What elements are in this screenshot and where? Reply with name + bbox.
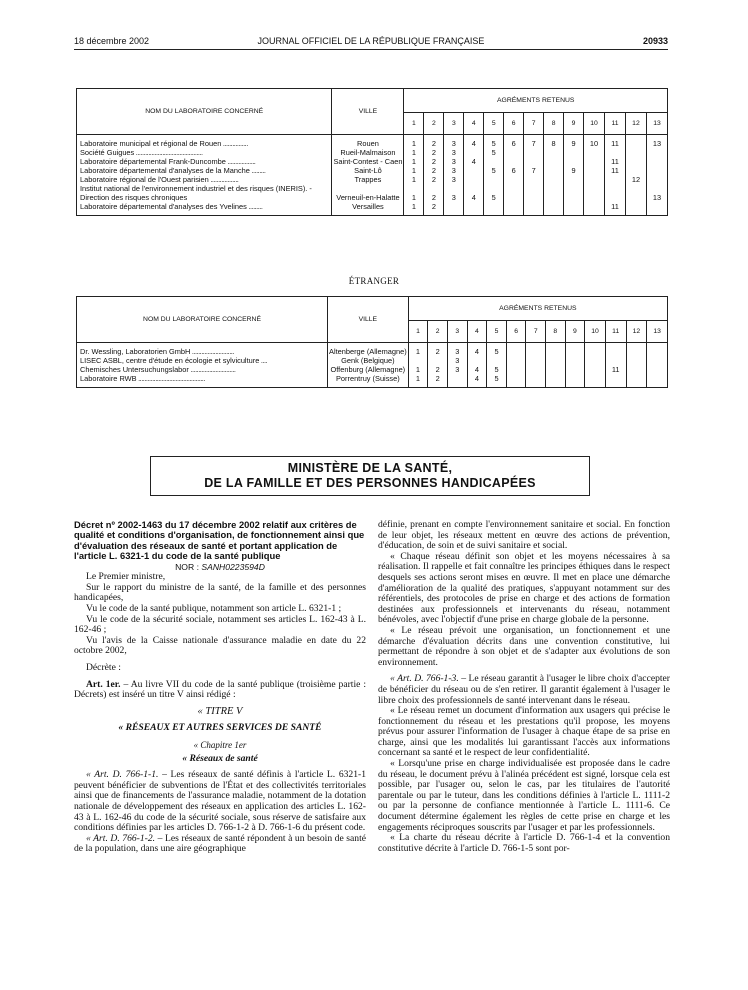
laboratory-name-text: Laboratoire départemental d'analyses des Yvelines xyxy=(80,202,247,211)
paragraph: définie, prenant en compte l'environnement sanitaire et social. En fonction de leur objet, les réseaux mettent en œuvre des actions de prévention, d'éducation, de soin et de suivi sanitaire et social. xyxy=(378,519,670,552)
agreement-cell xyxy=(408,356,428,365)
agreement-cell xyxy=(585,343,606,357)
foreign-laboratories-table xyxy=(76,296,668,388)
leader-dots: ......... xyxy=(246,202,263,211)
agreement-cell: 2 xyxy=(424,148,444,157)
table-row xyxy=(77,175,668,184)
laboratory-name xyxy=(77,184,332,202)
leader-dots: ........................................... xyxy=(136,374,205,383)
agreement-number-header: 1 xyxy=(408,321,428,343)
city: Altenberge (Allemagne) xyxy=(328,343,409,357)
city: Genk (Belgique) xyxy=(328,356,409,365)
agreement-cell: 6 xyxy=(504,166,524,175)
table-row xyxy=(77,343,668,357)
agreement-cell: 1 xyxy=(408,365,428,374)
city: Saint-Contest - Caen xyxy=(333,157,403,166)
agreement-cell xyxy=(428,356,448,365)
agreement-cell: 1 xyxy=(404,184,424,202)
leader-dots: .... xyxy=(259,356,268,365)
titre-subheading: « RÉSEAUX ET AUTRES SERVICES DE SANTÉ xyxy=(118,722,322,734)
col-city-header: VILLE xyxy=(332,89,404,135)
header-date: 18 décembre 2002 xyxy=(74,36,150,46)
agreement-cell: 7 xyxy=(524,135,544,149)
decree-title: Décret nº 2002-1463 du 17 décembre 2002 relatif aux critères de qualité et conditions d'organisation, de fonctionnement ainsi que d'évaluation des réseaux de santé et portant application de l'article L. 6321-1 du code de la santé publique xyxy=(74,519,365,562)
laboratory-name xyxy=(77,135,332,149)
agreement-number-header: 10 xyxy=(585,321,606,343)
agreement-cell xyxy=(584,175,605,184)
agreement-cell xyxy=(646,202,667,216)
leader-dots: ................ xyxy=(221,139,248,148)
agreement-cell xyxy=(646,157,667,166)
agreement-cell: 1 xyxy=(404,148,424,157)
agreement-cell xyxy=(504,184,524,202)
agreement-cell: 5 xyxy=(487,343,507,357)
laboratory-name xyxy=(77,343,328,357)
agreement-cell: 2 xyxy=(428,374,448,388)
agreement-cell xyxy=(626,356,647,365)
laboratory-name xyxy=(77,374,328,388)
leader-dots: ........................................... xyxy=(134,148,203,157)
agreement-cell: 1 xyxy=(404,175,424,184)
agreement-cell xyxy=(526,374,546,388)
agreement-cell xyxy=(524,157,544,166)
agreement-cell xyxy=(564,175,584,184)
laboratory-name-text: Laboratoire départemental Frank-Duncombe xyxy=(80,157,226,166)
agreement-cell: 2 xyxy=(424,175,444,184)
agreement-cell xyxy=(564,202,584,216)
agreement-cell xyxy=(444,202,464,216)
agreement-cell: 3 xyxy=(444,166,464,175)
agreement-cell: 2 xyxy=(424,202,444,216)
laboratory-name xyxy=(77,365,328,374)
laboratory-name xyxy=(77,166,332,175)
agreement-cell: 11 xyxy=(605,166,626,175)
agreement-cell xyxy=(524,202,544,216)
agreement-cell: 2 xyxy=(428,343,448,357)
agreement-cell: 2 xyxy=(424,157,444,166)
laboratory-name xyxy=(77,356,328,365)
agreement-cell: 11 xyxy=(605,202,626,216)
laboratory-name-text: Institut national de l'environnement industriel et des risques (INERIS). - Direction des risques chroniques xyxy=(80,184,312,202)
agreement-cell xyxy=(544,148,564,157)
paragraph: « Le réseau prévoit une organisation, un fonctionnement et une démarche d'évaluation décrits dans une convention constitutive, lui permettant de répondre à son objet et de s'adapter aux évolutions de son environnement. xyxy=(378,624,670,668)
agreement-cell xyxy=(565,365,585,374)
agreement-cell: 11 xyxy=(605,157,626,166)
agreement-number-header: 5 xyxy=(484,113,504,135)
agreement-cell xyxy=(585,374,606,388)
agreement-number-header: 2 xyxy=(428,321,448,343)
agreement-cell xyxy=(646,148,667,157)
agreement-number-header: 3 xyxy=(444,113,464,135)
article-text: – Le réseau garantit à l'usager le libre choix d'accepter de bénéficier du réseau ou de s'en retirer. Il garantit également à l'usager le libre choix des professionnels de santé intervenant dans le réseau. xyxy=(378,673,670,706)
decrete: Décrète : xyxy=(86,661,121,673)
agreement-cell xyxy=(544,157,564,166)
agreement-cell: 1 xyxy=(404,135,424,149)
agreement-cell xyxy=(544,202,564,216)
agreement-cell xyxy=(524,184,544,202)
agreement-cell xyxy=(506,343,526,357)
table-row xyxy=(77,135,668,149)
paragraph: Le Premier ministre, xyxy=(86,571,166,583)
agreement-cell: 1 xyxy=(404,202,424,216)
agreement-cell xyxy=(526,343,546,357)
agreement-cell xyxy=(565,356,585,365)
table-row xyxy=(77,374,668,388)
agreement-cell: 9 xyxy=(564,135,584,149)
france-laboratories-table xyxy=(76,88,668,216)
paragraph: « Chaque réseau définit son objet et les moyens nécessaires à sa réalisation. Il rappelle et fait connaître les principes éthiques dans le respect desquels ses actions seront mises en œuvre. Il met en place une démarche d'amélioration de la qualité des pratiques, s'appuyant notamment sur des référentiels, des protocoles de prise en charge et des actions de formation destinées aux professionnels et intervenants du réseau, notamment bénévoles, avec l'objectif d'une prise en charge globale de la personne. xyxy=(378,550,670,626)
agreement-cell xyxy=(544,166,564,175)
paragraph: « Lorsqu'une prise en charge individualisée est proposée dans le cadre du réseau, le document prévu à l'alinéa précédent est signé, lorsque cela est possible, par l'usager ou, selon le cas, par les titulaires de l'autorité parentale ou par le tuteur, dans les conditions définies à l'article L. 1111-2 ou par la personne de confiance mentionnée à l'article L. 1111-6. Ce document détermine également les règles de cette prise en charge et les engagements réciproques souscrits par l'usager et par les professionnels. xyxy=(378,758,670,833)
article-label: « Art. D. 766-1-3. xyxy=(390,673,459,685)
city: Offenburg (Allemagne) xyxy=(328,365,409,374)
agreement-cell xyxy=(464,148,484,157)
agreement-number-header: 6 xyxy=(504,113,524,135)
laboratory-name-text: LISEC ASBL, centre d'étude en écologie et sylviculture xyxy=(80,356,260,365)
agreement-number-header: 4 xyxy=(464,113,484,135)
article-d-766-1-3 xyxy=(378,674,670,706)
agreement-number-header: 11 xyxy=(605,321,626,343)
agreement-cell xyxy=(544,184,564,202)
agreement-number-header: 9 xyxy=(565,321,585,343)
leader-dots: .................. xyxy=(208,175,239,184)
agreement-cell xyxy=(565,343,585,357)
agreement-cell xyxy=(565,374,585,388)
agreement-cell xyxy=(584,148,605,157)
agreement-cell xyxy=(647,365,668,374)
agreement-cell: 3 xyxy=(447,365,467,374)
laboratory-name-text: Laboratoire régional de l'Ouest parisien xyxy=(80,175,209,184)
agreement-cell xyxy=(484,202,504,216)
laboratory-name-text: Société Guigues xyxy=(80,148,135,157)
laboratory-name xyxy=(77,202,332,216)
agreement-cell: 13 xyxy=(646,135,667,149)
page-number: 20933 xyxy=(642,36,668,46)
agreement-cell: 5 xyxy=(484,166,504,175)
col-name-header: NOM DU LABORATOIRE CONCERNÉ xyxy=(77,89,332,135)
agreement-cell xyxy=(584,184,605,202)
agreement-cell xyxy=(605,374,626,388)
table-row xyxy=(77,202,668,216)
city: Versailles xyxy=(332,202,404,216)
laboratory-name-text: Laboratoire RWB xyxy=(80,374,137,383)
agreement-cell xyxy=(625,148,646,157)
agreement-cell: 2 xyxy=(424,166,444,175)
agreement-cell xyxy=(447,374,467,388)
leader-dots: .................. xyxy=(225,157,256,166)
table-row xyxy=(77,157,668,166)
article-1 xyxy=(74,680,366,701)
agreement-cell xyxy=(625,135,646,149)
article-text: – Les réseaux de santé répondent à un besoin de santé de la population, dans une aire géographique xyxy=(74,832,367,855)
agreement-cell: 11 xyxy=(605,365,626,374)
paragraph: « La charte du réseau décrite à l'article D. 766-1-4 et la convention constitutive décrite à l'article D. 766-1-5 sont por- xyxy=(378,832,670,854)
ministry-banner xyxy=(150,456,590,496)
agreement-cell: 5 xyxy=(484,184,504,202)
col-name-header: NOM DU LABORATOIRE CONCERNÉ xyxy=(77,297,328,343)
nor-value: SANH0223594D xyxy=(201,561,265,572)
agreement-cell xyxy=(605,356,626,365)
agreement-number-header: 10 xyxy=(584,113,605,135)
agreement-cell xyxy=(585,365,606,374)
journal-title: JOURNAL OFFICIEL DE LA RÉPUBLIQUE FRANÇAISE xyxy=(257,36,485,46)
agreement-number-header: 13 xyxy=(646,113,667,135)
agreement-cell xyxy=(647,356,668,365)
agreement-cell: 3 xyxy=(444,148,464,157)
agreement-cell xyxy=(626,374,647,388)
laboratory-name-text: Dr. Wessling, Laboratorien GmbH xyxy=(80,347,191,356)
agreement-cell xyxy=(646,175,667,184)
agreement-number-header: 13 xyxy=(647,321,668,343)
agreement-cell: 3 xyxy=(447,343,467,357)
city: Trappes xyxy=(332,175,404,184)
article-1-label: Art. 1er. xyxy=(86,678,121,690)
agreement-number-header: 12 xyxy=(625,113,646,135)
agreement-cell xyxy=(564,148,584,157)
agreement-cell xyxy=(487,356,507,365)
agreement-cell: 5 xyxy=(487,365,507,374)
city: Rouen xyxy=(332,135,404,149)
table-row xyxy=(77,365,668,374)
agreement-cell xyxy=(524,148,544,157)
laboratory-name-text: Chemisches Untersuchungslabor xyxy=(80,365,189,374)
agreement-cell xyxy=(464,202,484,216)
agreement-cell xyxy=(647,343,668,357)
agreement-cell xyxy=(605,184,626,202)
agreement-cell xyxy=(506,356,526,365)
paragraph: « Le réseau remet un document d'information aux usagers qui précise le fonctionnement du réseau et les prestations qu'il propose, les moyens prévus pour assurer l'information de l'usager à chaque étape de sa prise en charge, ainsi que les modalités lui garantissant l'accès aux informations concernant sa santé et le respect de leur confidentialité. xyxy=(378,705,670,759)
leader-dots: ......... xyxy=(249,166,266,175)
chapitre-subheading: « Réseaux de santé xyxy=(182,752,258,764)
agreement-cell xyxy=(584,166,605,175)
agreement-cell: 5 xyxy=(487,374,507,388)
col-agreements-header: AGRÉMENTS RETENUS xyxy=(404,89,668,113)
agreement-cell: 1 xyxy=(404,157,424,166)
agreement-cell xyxy=(504,148,524,157)
agreement-cell: 11 xyxy=(605,135,626,149)
paragraph: Vu le code de la santé publique, notamment son article L. 6321-1 ; xyxy=(86,603,342,614)
article-label: « Art. D. 766-1-2. xyxy=(86,832,156,844)
agreement-cell: 13 xyxy=(646,184,667,202)
agreement-number-header: 7 xyxy=(526,321,546,343)
agreement-number-header: 2 xyxy=(424,113,444,135)
agreement-cell xyxy=(584,202,605,216)
laboratory-name-text: Laboratoire municipal et régional de Rouen xyxy=(80,139,222,148)
agreement-number-header: 1 xyxy=(404,113,424,135)
agreement-cell: 3 xyxy=(444,135,464,149)
col-city-header: VILLE xyxy=(328,297,409,343)
agreement-number-header: 9 xyxy=(564,113,584,135)
laboratory-name xyxy=(77,175,332,184)
agreement-cell: 7 xyxy=(524,166,544,175)
agreement-cell xyxy=(605,175,626,184)
city: Saint-Lô xyxy=(332,166,404,175)
agreement-cell: 4 xyxy=(467,374,487,388)
agreement-cell: 4 xyxy=(464,184,484,202)
agreement-cell xyxy=(546,343,566,357)
agreement-cell xyxy=(546,365,566,374)
agreement-cell xyxy=(626,365,647,374)
agreement-cell xyxy=(546,356,566,365)
agreement-cell: 4 xyxy=(464,135,484,149)
agreement-number-header: 7 xyxy=(524,113,544,135)
paragraph: Vu l'avis de la Caisse nationale d'assurance maladie en date du 22 octobre 2002, xyxy=(74,634,366,657)
agreement-cell: 4 xyxy=(464,157,484,166)
agreement-cell xyxy=(504,202,524,216)
agreement-number-header: 8 xyxy=(544,113,564,135)
table-row xyxy=(77,166,668,175)
agreement-cell xyxy=(625,157,646,166)
leader-dots: ........................... xyxy=(190,347,234,356)
agreement-cell: 12 xyxy=(625,175,646,184)
agreement-cell: 5 xyxy=(484,135,504,149)
agreement-number-header: 8 xyxy=(546,321,566,343)
agreement-cell xyxy=(526,356,546,365)
agreement-cell: 9 xyxy=(564,166,584,175)
agreement-cell xyxy=(646,166,667,175)
agreement-cell: 3 xyxy=(447,356,467,365)
agreement-cell xyxy=(464,166,484,175)
agreement-cell xyxy=(484,175,504,184)
agreement-cell: 2 xyxy=(424,184,444,202)
city: Rueil-Malmaison xyxy=(332,148,404,157)
agreement-cell xyxy=(504,175,524,184)
agreement-cell xyxy=(625,202,646,216)
agreement-cell: 1 xyxy=(408,343,428,357)
page-header xyxy=(74,36,668,50)
agreement-cell xyxy=(564,184,584,202)
agreement-cell: 8 xyxy=(544,135,564,149)
city: Verneuil-en-Halatte xyxy=(332,184,404,202)
table-row xyxy=(77,148,668,157)
agreement-cell xyxy=(647,374,668,388)
agreement-cell: 2 xyxy=(424,135,444,149)
agreement-cell: 4 xyxy=(467,365,487,374)
article-label: « Art. D. 766-1-1. xyxy=(86,769,159,781)
agreement-cell xyxy=(625,184,646,202)
agreement-cell: 6 xyxy=(504,135,524,149)
agreement-number-header: 11 xyxy=(605,113,626,135)
agreement-cell xyxy=(626,343,647,357)
laboratory-name-text: Laboratoire départemental d'analyses de la Manche xyxy=(80,166,250,175)
agreement-cell xyxy=(484,157,504,166)
paragraph: Sur le rapport du ministre de la santé, de la famille et des personnes handicapées, xyxy=(74,581,366,604)
col-agreements-header: AGRÉMENTS RETENUS xyxy=(408,297,667,321)
chapitre-heading: « Chapitre 1er xyxy=(193,739,247,750)
ministry-line-1: MINISTÈRE DE LA SANTÉ, xyxy=(287,461,453,475)
article-text: – Les réseaux de santé définis à l'article L. 6321-1 peuvent bénéficier de subventions de l'État et des collectivités territoriales ainsi que de financements de l'assurance maladie, notamment de la dotation nationale de développement des réseaux en application des articles L. 162-43 à L. 162-46 du code de la sécurité sociale, sous réserve de satisfaire aux conditions définies par les articles D. 766-1-2 à D. 766-1-6 du présent code. xyxy=(74,769,366,834)
agreement-cell xyxy=(625,166,646,175)
laboratory-name xyxy=(77,148,332,157)
ministry-line-2: DE LA FAMILLE ET DES PERSONNES HANDICAPÉES xyxy=(204,476,536,490)
decree-left-column xyxy=(74,520,366,855)
agreement-cell xyxy=(524,175,544,184)
nor-label: NOR : xyxy=(175,561,199,572)
agreement-cell: 3 xyxy=(444,184,464,202)
agreement-cell xyxy=(526,365,546,374)
agreement-number-header: 5 xyxy=(487,321,507,343)
agreement-cell xyxy=(585,356,606,365)
agreement-cell xyxy=(584,157,605,166)
article-d-766-1-1 xyxy=(74,770,366,834)
agreement-cell: 5 xyxy=(484,148,504,157)
article-1-text: – Au livre VII du code de la santé publique (troisième partie : Décrets) est inséré un titre V ainsi rédigé : xyxy=(74,678,366,701)
agreement-cell xyxy=(467,356,487,365)
agreement-cell: 1 xyxy=(408,374,428,388)
agreement-cell: 3 xyxy=(444,157,464,166)
agreement-cell xyxy=(504,157,524,166)
agreement-cell: 10 xyxy=(584,135,605,149)
paragraph: Vu le code de la sécurité sociale, notamment ses articles L. 162-43 à L. 162-46 ; xyxy=(74,613,366,636)
agreement-cell xyxy=(605,343,626,357)
agreement-cell: 3 xyxy=(444,175,464,184)
laboratory-name xyxy=(77,157,332,166)
agreement-cell xyxy=(506,374,526,388)
agreement-cell: 4 xyxy=(467,343,487,357)
agreement-cell: 2 xyxy=(428,365,448,374)
agreement-cell xyxy=(546,374,566,388)
agreement-cell xyxy=(544,175,564,184)
agreement-number-header: 4 xyxy=(467,321,487,343)
agreement-cell xyxy=(464,175,484,184)
decree-right-column xyxy=(378,520,670,854)
agreement-number-header: 3 xyxy=(447,321,467,343)
titre-heading: « TITRE V xyxy=(197,705,243,717)
agreement-cell xyxy=(564,157,584,166)
agreement-cell xyxy=(506,365,526,374)
agreement-number-header: 12 xyxy=(626,321,647,343)
leader-dots: ............................. xyxy=(188,365,236,374)
agreement-cell xyxy=(605,148,626,157)
article-d-766-1-2 xyxy=(74,834,366,855)
table-row xyxy=(77,184,668,202)
agreement-cell: 1 xyxy=(404,166,424,175)
city: Porrentruy (Suisse) xyxy=(328,374,409,388)
foreign-heading: ÉTRANGER xyxy=(348,276,400,286)
table-row xyxy=(77,356,668,365)
agreement-number-header: 6 xyxy=(506,321,526,343)
